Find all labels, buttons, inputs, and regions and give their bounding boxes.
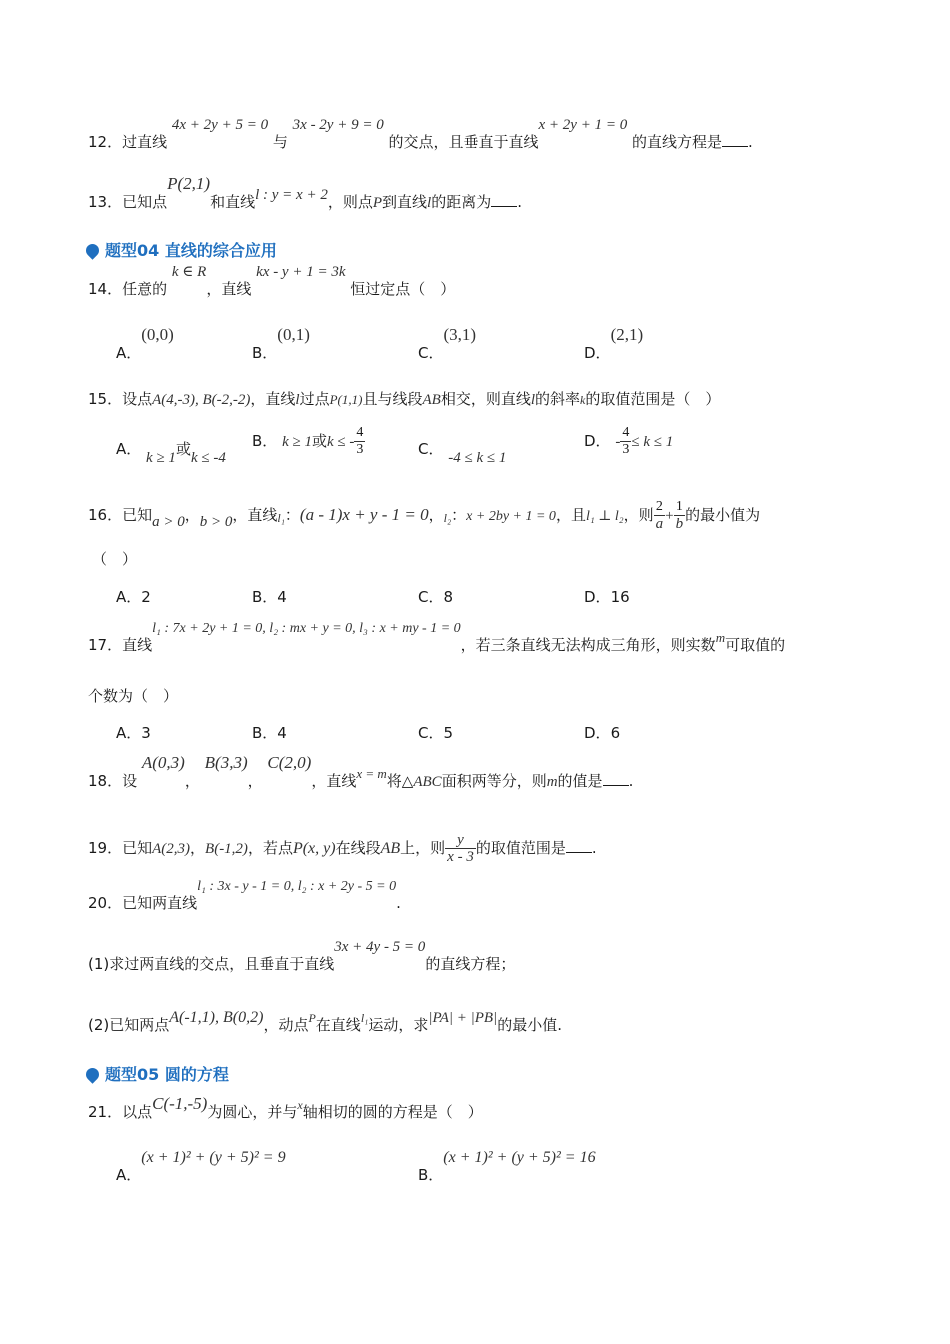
question-12: [88, 117, 753, 153]
q12-number: 12．: [88, 133, 123, 151]
answer-blank[interactable]: [722, 132, 748, 147]
q20-part-1-equation: 3x + 4y - 5 = 0: [334, 939, 426, 955]
q16-l2: l₂: [443, 511, 452, 525]
q16-option-b[interactable]: B．4: [252, 588, 287, 606]
q16-b-positive: b > 0: [199, 514, 233, 530]
q16-option-a[interactable]: A．2: [116, 588, 151, 606]
question-20: 20．已知两直线l₁ : 3x - y - 1 = 0, l₂ : x + 2y - 5 = 0.: [88, 879, 401, 912]
q18-text: 设: [122, 772, 138, 790]
q14-text: 恒过定点（ ）: [350, 280, 456, 298]
q20-text: 已知两直线: [122, 894, 198, 912]
section-04-label: 题型04 直线的综合应用: [105, 241, 277, 260]
q16-number: 16．: [88, 506, 123, 524]
q16-option-c[interactable]: C．8: [418, 588, 454, 606]
q15-k: k: [580, 393, 586, 407]
q17-option-a[interactable]: A．3: [116, 724, 151, 742]
q19-fraction: $\frac{y}{x - 3}$: [447, 832, 474, 865]
q20-part-2-points: A(-1,1), B(0,2): [169, 1009, 264, 1026]
q15-text: 的取值范围是（ ）: [585, 390, 721, 408]
q17-m: m: [715, 630, 726, 645]
q12-text: 的交点，且垂直于直线: [388, 133, 539, 151]
q15-point-p: P(1,1): [329, 392, 363, 407]
location-pin-icon: [83, 241, 101, 259]
question-19: 19．已知A(2,3)，B(-1,2)，若点P(x, y)在线段AB上，则 $\frac{y}{x - 3}$ 的取值范围是 .: [88, 832, 597, 865]
q17-text: 可取值的: [725, 636, 786, 654]
question-15: [88, 389, 720, 410]
answer-blank[interactable]: [491, 192, 517, 207]
q16-perpendicular: l₁ ⊥ l₂: [585, 509, 624, 524]
q13-l: l: [427, 195, 432, 211]
answer-blank[interactable]: [603, 771, 629, 786]
answer-blank[interactable]: [566, 838, 592, 853]
q13-text: 到直线: [382, 193, 428, 211]
q15-option-c[interactable]: C． -4 ≤ k ≤ 1: [418, 440, 507, 466]
q12-equation-3: x + 2y + 1 = 0: [538, 117, 628, 133]
q13-text: ，则点: [327, 193, 373, 211]
q16-paren: （ ）: [92, 550, 138, 568]
q15-text: 且与线段: [362, 390, 423, 408]
q17-text: 直线: [122, 636, 153, 654]
q21-text: 以点: [122, 1103, 153, 1121]
q13-point: P(2,1): [167, 174, 211, 193]
q18-line-x-eq-m: x = m: [356, 766, 387, 781]
q20-part-2-text: (2)已知两点: [88, 1016, 170, 1034]
q15-number: 15．: [88, 390, 123, 408]
q18-abc: ABC: [413, 774, 442, 790]
q12-period: .: [748, 133, 753, 151]
q14-text: 任意的: [122, 280, 168, 298]
q13-text: 和直线: [210, 193, 256, 211]
q20-part-1: (1)求过两直线的交点，且垂直于直线3x + 4y - 5 = 0的直线方程；: [88, 939, 516, 973]
q17-number: 17．: [88, 636, 123, 654]
question-17: [88, 621, 786, 657]
q18-point-b: B(3,3): [204, 753, 248, 772]
question-21: 21．以点C(-1,-5)为圆心，并与$^x$轴相切的圆的方程是（ ）: [88, 1094, 483, 1121]
q16-line-1: (a - 1)x + y - 1 = 0: [299, 505, 429, 524]
q17-option-b[interactable]: B．4: [252, 724, 287, 742]
q14-option-c[interactable]: C．(3,1): [418, 325, 477, 362]
q14-text: ，直线: [206, 280, 252, 298]
q15-text: 相交，则直线: [440, 390, 531, 408]
q20-lines: l₁ : 3x - y - 1 = 0, l₂ : x + 2y - 5 = 0: [197, 879, 397, 894]
q13-text: 已知点: [122, 193, 168, 211]
q16-l1: l₁: [277, 511, 285, 525]
q17-option-d[interactable]: D．6: [584, 724, 621, 742]
q12-text: 与: [272, 133, 288, 151]
q13-text: 的距离为: [431, 193, 492, 211]
q19-point-a: A(2,3): [152, 841, 191, 857]
q14-option-d[interactable]: D．(2,1): [584, 325, 644, 362]
q20-part-2: (2)已知两点A(-1,1), B(0,2)，动点$^P$在直线$^{l_1}$运动，求|PA| + |PB|的最小值.: [88, 1009, 562, 1034]
q20-part-2-sum: |PA| + |PB|: [428, 1010, 498, 1026]
q12-text: 的直线方程是: [631, 133, 722, 151]
question-14: [88, 264, 456, 300]
q20-number: 20．: [88, 894, 123, 912]
q12-text: 过直线: [122, 133, 168, 151]
q16-fraction-2-over-a: $\frac{2}{a}$: [655, 499, 664, 532]
q15-option-b[interactable]: B． k ≥ 1或k ≤ - $\frac{4}{3}$: [252, 425, 364, 457]
q15-text: 的斜率: [535, 390, 581, 408]
q18-point-c: C(2,0): [267, 753, 312, 772]
section-heading-05: [86, 1062, 229, 1085]
q16-line-2: x + 2by + 1 = 0: [466, 509, 556, 524]
location-pin-icon: [83, 1065, 101, 1083]
q21-option-b[interactable]: B．(x + 1)² + (y + 5)² = 16: [418, 1149, 596, 1184]
q16-a-positive: a > 0: [152, 514, 185, 530]
question-13: [88, 174, 522, 213]
q14-option-a[interactable]: A．(0,0): [116, 325, 174, 362]
q15-ab: AB: [422, 392, 441, 408]
q12-equation-2: 3x - 2y + 9 = 0: [292, 117, 384, 133]
q17-continued: 个数为（ ）: [88, 687, 179, 705]
question-18: 18．设 A(0,3)， B(3,3)， C(2,0)，直线x = m将△ABC面积两等分，则m的值是 .: [88, 753, 634, 790]
q15-text: 过点: [299, 390, 330, 408]
q16-text: 已知: [122, 506, 153, 524]
q18-point-a: A(0,3): [141, 753, 185, 772]
q14-k-in-r: k ∈ R: [171, 264, 207, 280]
q21-number: 21．: [88, 1103, 123, 1121]
q15-option-d[interactable]: D． - $\frac{4}{3}$ ≤ k ≤ 1: [584, 425, 674, 457]
q13-number: 13．: [88, 193, 123, 211]
q13-p: P: [372, 195, 383, 211]
q21-option-a[interactable]: A．(x + 1)² + (y + 5)² = 9: [116, 1149, 286, 1184]
q19-point-b: B(-1,2): [205, 841, 248, 857]
q19-text: 已知: [122, 839, 153, 857]
q15-option-a[interactable]: A． k ≥ 1或k ≤ -4: [116, 440, 226, 466]
q15-points: A(4,-3), B(-2,-2): [152, 392, 251, 408]
q19-ab: AB: [380, 840, 401, 857]
q14-option-b[interactable]: B．(0,1): [252, 325, 310, 362]
q21-center: C(-1,-5): [152, 1094, 208, 1113]
q17-lines: l₁ : 7x + 2y + 1 = 0, l₂ : mx + y = 0, l₃ : x + my - 1 = 0: [152, 621, 461, 636]
q15-text: 设点: [122, 390, 153, 408]
q12-equation-1: 4x + 2y + 5 = 0: [171, 117, 269, 133]
q15-l: l: [530, 392, 535, 408]
q15-l: l: [295, 392, 300, 408]
q18-number: 18．: [88, 772, 123, 790]
q16-fraction-1-over-b: $\frac{1}{b}$: [675, 499, 684, 532]
q14-equation: kx - y + 1 = 3k: [256, 264, 346, 280]
q13-line: l : y = x + 2: [255, 187, 328, 203]
q20-part-1-text: (1)求过两直线的交点，且垂直于直线: [88, 955, 335, 973]
q13-period: .: [517, 193, 522, 211]
q16-option-d[interactable]: D．16: [584, 588, 630, 606]
q17-text: ，若三条直线无法构成三角形，则实数: [460, 636, 716, 654]
q15-text: ，直线: [250, 390, 296, 408]
q19-point-p: P(x, y): [292, 840, 336, 857]
question-16: 16．已知a > 0，b > 0，直线l₁：(a - 1)x + y - 1 = 0，l₂：x + 2by + 1 = 0，且l₁ ⊥ l₂，则 $\frac{2}{a}$ + $\frac{1}{b}$ 的最小值为: [88, 499, 761, 532]
q17-option-c[interactable]: C．5: [418, 724, 454, 742]
q14-number: 14．: [88, 280, 123, 298]
q19-number: 19．: [88, 839, 123, 857]
section-heading-04: [86, 238, 277, 261]
section-05-label: 题型05 圆的方程: [105, 1065, 229, 1084]
